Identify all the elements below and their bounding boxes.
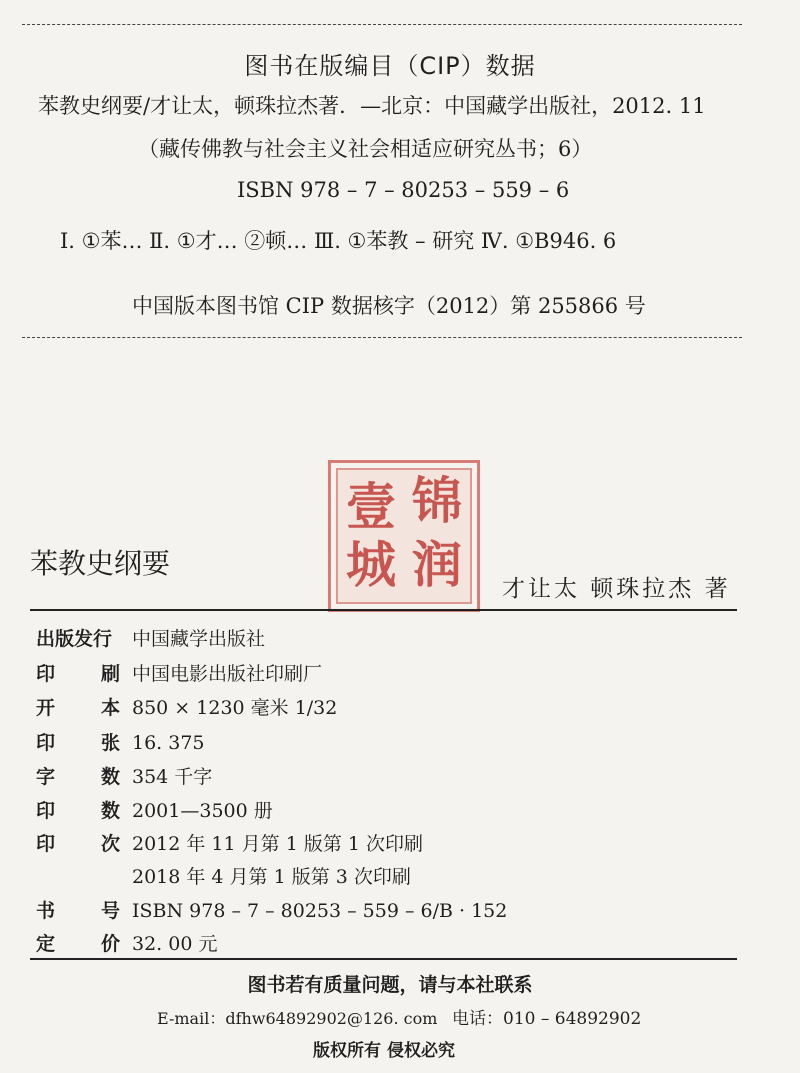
seal-char: 壹 — [346, 478, 396, 536]
info-row-impression-2 — [36, 862, 411, 889]
info-label: 字数 — [36, 766, 120, 788]
info-label: 开本 — [36, 697, 120, 719]
seal-char: 锦 — [412, 472, 462, 530]
info-row-impression — [36, 829, 423, 856]
cip-isbn-line: ISBN 978 – 7 – 80253 – 559 – 6 — [237, 178, 570, 202]
info-value: 850 × 1230 毫米 1/32 — [132, 697, 338, 719]
contact-phone: 电话：010 – 64892902 — [452, 1009, 642, 1029]
cip-series-line: （藏传佛教与社会主义社会相适应研究丛书；6） — [138, 137, 593, 161]
info-value: 中国电影出版社印刷厂 — [132, 663, 323, 685]
info-label: 出版发行 — [36, 628, 113, 650]
info-value: 2012 年 11 月第 1 版第 1 次印刷 — [132, 833, 423, 855]
info-row-word-count — [36, 762, 212, 789]
info-label: 印次 — [36, 833, 120, 855]
book-title: 苯教史纲要 — [30, 547, 171, 580]
seal-char: 城 — [346, 536, 396, 594]
info-value: ISBN 978 – 7 – 80253 – 559 – 6/B · 152 — [132, 900, 508, 922]
cip-classification-line: Ⅰ. ①苯… Ⅱ. ①才… ②顿… Ⅲ. ①苯教 – 研究 Ⅳ. ①B946. 6 — [60, 229, 617, 253]
cip-title: 图书在版编目（CIP）数据 — [244, 52, 536, 80]
info-label: 印张 — [36, 732, 120, 754]
contact-email: E-mail：dfhw64892902@126. com — [157, 1009, 438, 1028]
info-row-book-number — [36, 896, 507, 923]
info-row-printer — [36, 659, 322, 686]
info-label: 印刷 — [36, 663, 120, 685]
cip-catalog-line: 苯教史纲要/才让太，顿珠拉杰著．—北京：中国藏学出版社，2012. 11 — [38, 94, 706, 118]
info-row-price — [36, 929, 217, 956]
info-row-publisher — [36, 624, 265, 651]
cip-verification-line: 中国版本图书馆 CIP 数据核字（2012）第 255866 号 — [132, 294, 646, 318]
title-rule — [30, 609, 737, 611]
info-value: 2001—3500 册 — [132, 800, 273, 822]
info-value: 32. 00 元 — [132, 933, 218, 955]
info-label: 定价 — [36, 933, 120, 955]
info-value: 354 千字 — [132, 766, 213, 788]
book-authors: 才让太 顿珠拉杰 著 — [502, 576, 731, 602]
quality-notice: 图书若有质量问题，请与本社联系 — [247, 974, 533, 996]
footer-rule — [30, 958, 737, 960]
info-row-format — [36, 693, 337, 720]
top-dashed-divider — [22, 24, 742, 25]
info-label: 书号 — [36, 900, 120, 922]
info-value: 16. 375 — [132, 732, 205, 754]
watermark-seal — [328, 460, 480, 612]
info-value: 2018 年 4 月第 1 版第 3 次印刷 — [132, 866, 411, 888]
seal-char: 润 — [412, 536, 462, 594]
bottom-dashed-divider — [22, 337, 742, 338]
info-row-sheets — [36, 728, 205, 755]
info-label: 印数 — [36, 800, 120, 822]
copyright-notice: 版权所有 侵权必究 — [313, 1041, 455, 1061]
info-row-print-run — [36, 796, 273, 823]
info-value: 中国藏学出版社 — [132, 628, 266, 650]
